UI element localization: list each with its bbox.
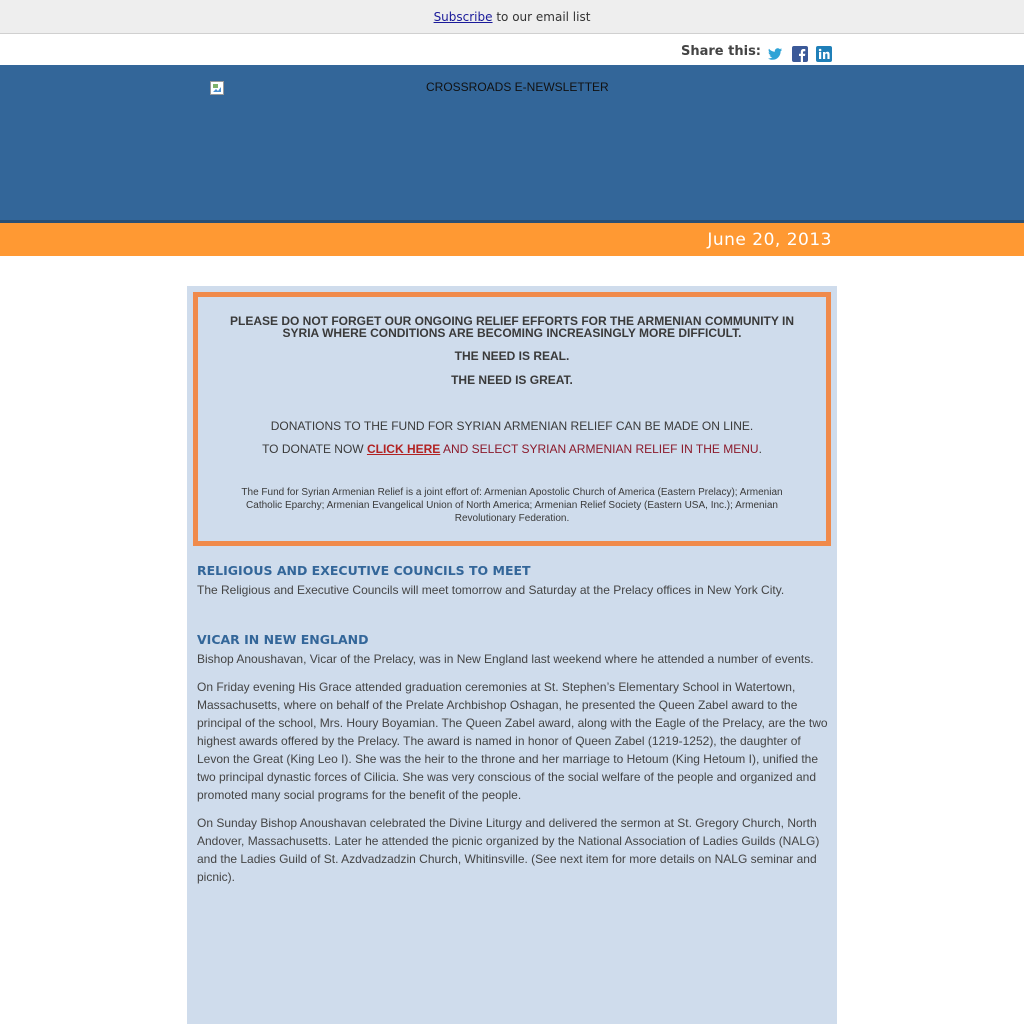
relief-donate-line <box>198 442 826 456</box>
subscribe-text: to our email list <box>492 10 591 24</box>
to-donate-text: TO DONATE NOW <box>262 442 367 456</box>
linkedin-icon[interactable] <box>816 46 832 62</box>
share-label: Share this: <box>681 44 762 59</box>
donate-period: . <box>758 442 762 456</box>
select-relief-text: AND SELECT SYRIAN ARMENIAN RELIEF IN THE MENU <box>440 442 759 456</box>
relief-line-real: THE NEED IS REAL. <box>454 349 570 363</box>
click-here-link[interactable]: CLICK HERE <box>366 442 441 456</box>
facebook-icon[interactable] <box>792 46 808 62</box>
relief-line-great: THE NEED IS GREAT. <box>451 373 573 387</box>
relief-heading: PLEASE DO NOT FORGET OUR ONGOING RELIEF EFFORTS FOR THE ARMENIAN COMMUNITY IN SYRIA WHERE CONDITIONS ARE BECOMING INCREASINGLY MORE DIFFICULT. <box>229 314 794 340</box>
relief-appeal-box <box>193 292 831 546</box>
issue-date: June 20, 2013 <box>707 230 832 250</box>
relief-footnote: The Fund for Syrian Armenian Relief is a joint effort of: Armenian Apostolic Church of America (Eastern Prelacy); Armenian Catholic Eparchy; Armenian Evangelical Union of North America; Armenian Relief Society (Eastern USA, Inc.); Armenian Revolutionary Federation. <box>241 487 783 524</box>
article-heading-vicar: VICAR IN NEW ENGLAND <box>197 632 369 647</box>
header-title: CROSSROADS E-NEWSLETTER <box>426 80 609 94</box>
broken-image-icon <box>210 81 224 95</box>
article-paragraph: The Religious and Executive Councils will meet tomorrow and Saturday at the Prelacy offices in New York City. <box>197 583 785 597</box>
date-bar <box>0 223 1024 256</box>
share-bar <box>0 34 1024 65</box>
article-heading-councils: RELIGIOUS AND EXECUTIVE COUNCILS TO MEET <box>197 563 531 578</box>
article-paragraph: Bishop Anoushavan, Vicar of the Prelacy, was in New England last weekend where he attended a number of events. <box>197 652 814 666</box>
newsletter-content <box>187 286 837 1024</box>
relief-donations-text: DONATIONS TO THE FUND FOR SYRIAN ARMENIAN RELIEF CAN BE MADE ON LINE. <box>270 419 754 433</box>
article-paragraph: On Sunday Bishop Anoushavan celebrated the Divine Liturgy and delivered the sermon at St. Gregory Church, North Andover, Massachusetts. Later he attended the picnic organized by the National Association of Ladies Guilds (NALG) and the Ladies Guild of St. Azdvadzadzin Church, Whitinsville. (See next item for more details on NALG seminar and picnic). <box>197 816 820 884</box>
newsletter-header <box>0 65 1024 223</box>
twitter-icon[interactable] <box>767 46 783 62</box>
article-paragraph: On Friday evening His Grace attended graduation ceremonies at St. Stephen’s Elementary School in Watertown, Massachusetts, where on behalf of the Prelate Archbishop Oshagan, he presented the Queen Zabel award to the principal of the school, Mrs. Houry Boyamian. The Queen Zabel award, along with the Eagle of the Prelacy, are the two highest awards offered by the Prelacy. The award is named in honor of Queen Zabel (1219-1252), the daughter of Levon the Great (King Leo I). She was the heir to the throne and her marriage to Hetoum (King Hetoum I), unified the two principal dynastic forces of Cilicia. She was very conscious of the social welfare of the people and organized and promoted many social programs for the benefit of the people. <box>197 680 828 802</box>
subscribe-bar <box>0 0 1024 34</box>
subscribe-link[interactable]: Subscribe <box>433 10 493 24</box>
